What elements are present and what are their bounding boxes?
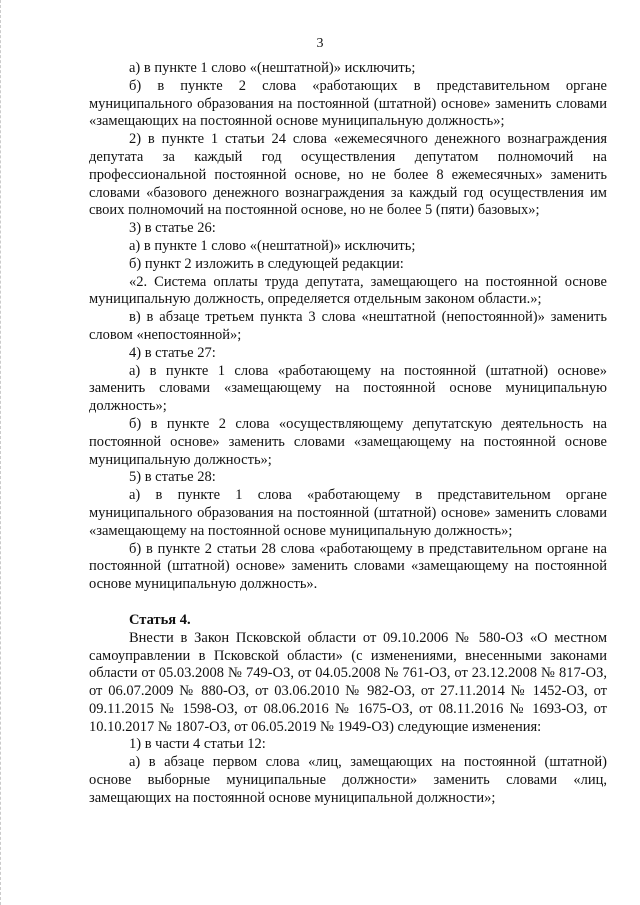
page-edge-divider <box>0 0 2 905</box>
paragraph: Внести в Закон Псковской области от 09.10.2006 № 580-ОЗ «О местном самоуправлении в Псковской области» (с изменениями, внесенными законами области от 05.03.2008 № 749-ОЗ, от 04.05.2008 № 761-ОЗ, от 23.12.2008 № 817-ОЗ, от 06.07.2009 № 880-ОЗ, от 03.06.2010 № 982-ОЗ, от 27.11.2014 № 1452-ОЗ, от 09.11.2015 № 1598-ОЗ, от 08.06.2016 № 1675-ОЗ, от 08.11.2016 № 1693-ОЗ, от 10.10.2017 № 1807-ОЗ, от 06.05.2019 № 1949-ОЗ) следующие изменения: <box>89 629 607 735</box>
article-heading: Статья 4. <box>129 611 191 628</box>
paragraph: а) в пункте 1 слово «(нештатной)» исключить; <box>129 237 416 254</box>
paragraph: а) в пункте 1 слова «работающему на постоянной (штатной) основе» заменить словами «замещающему на постоянной основе муниципальную должность»; <box>89 362 607 415</box>
paragraph: 2) в пункте 1 статьи 24 слова «ежемесячного денежного вознаграждения депутата за каждый год осуществления депутатом полномочий на профессиональной постоянной основе, но не более 8 ежемесячных» заменить словами «базового денежного вознаграждения за каждый год осуществления им своих полномочий на постоянной основе, но не более 5 (пяти) базовых»; <box>89 131 607 219</box>
paragraph: а) в пункте 1 слово «(нештатной)» исключить; <box>129 60 416 76</box>
paragraph: б) пункт 2 изложить в следующей редакции: <box>129 255 404 272</box>
paragraph: «2. Система оплаты труда депутата, замещающего на постоянной основе муниципальную должность, определяется отдельным законом области.»; <box>89 273 607 308</box>
document-body <box>89 60 607 808</box>
paragraph: б) в пункте 2 слова «работающих в представительном органе муниципального образования на постоянной (штатной) основе» заменить словами «замещающих на постоянной основе муниципальную должность»; <box>89 77 607 130</box>
paragraph: а) в пункте 1 слова «работающему в представительном органе муниципального образования на постоянной (штатной) основе» заменить словами «замещающему на постоянной основе муниципальную должность»; <box>89 487 607 539</box>
page-number: 3 <box>316 36 324 51</box>
paragraph: в) в абзаце третьем пункта 3 слова «нештатной (непостоянной)» заменить словом «непостоянной»; <box>89 309 607 343</box>
paragraph: 3) в статье 26: <box>129 220 216 237</box>
paragraph: б) в пункте 2 слова «осуществляющему депутатскую деятельность на постоянной основе» заменить словами «замещающему на постоянной основе муниципальную должность»; <box>89 415 607 468</box>
paragraph: б) в пункте 2 статьи 28 слова «работающему в представительном органе на постоянной (штатной) основе» заменить словами «замещающему на постоянной основе муниципальную должность». <box>89 540 607 593</box>
paragraph: 1) в части 4 статьи 12: <box>129 736 266 753</box>
paragraph: 4) в статье 27: <box>129 344 216 361</box>
paragraph: 5) в статье 28: <box>129 469 216 486</box>
section-spacer <box>89 594 607 612</box>
paragraph: а) в абзаце первом слова «лиц, замещающих на постоянной (штатной) основе выборные муниципальные должности» заменить словами «лиц, замещающих на постоянной основе муниципальной должности»; <box>89 754 607 806</box>
